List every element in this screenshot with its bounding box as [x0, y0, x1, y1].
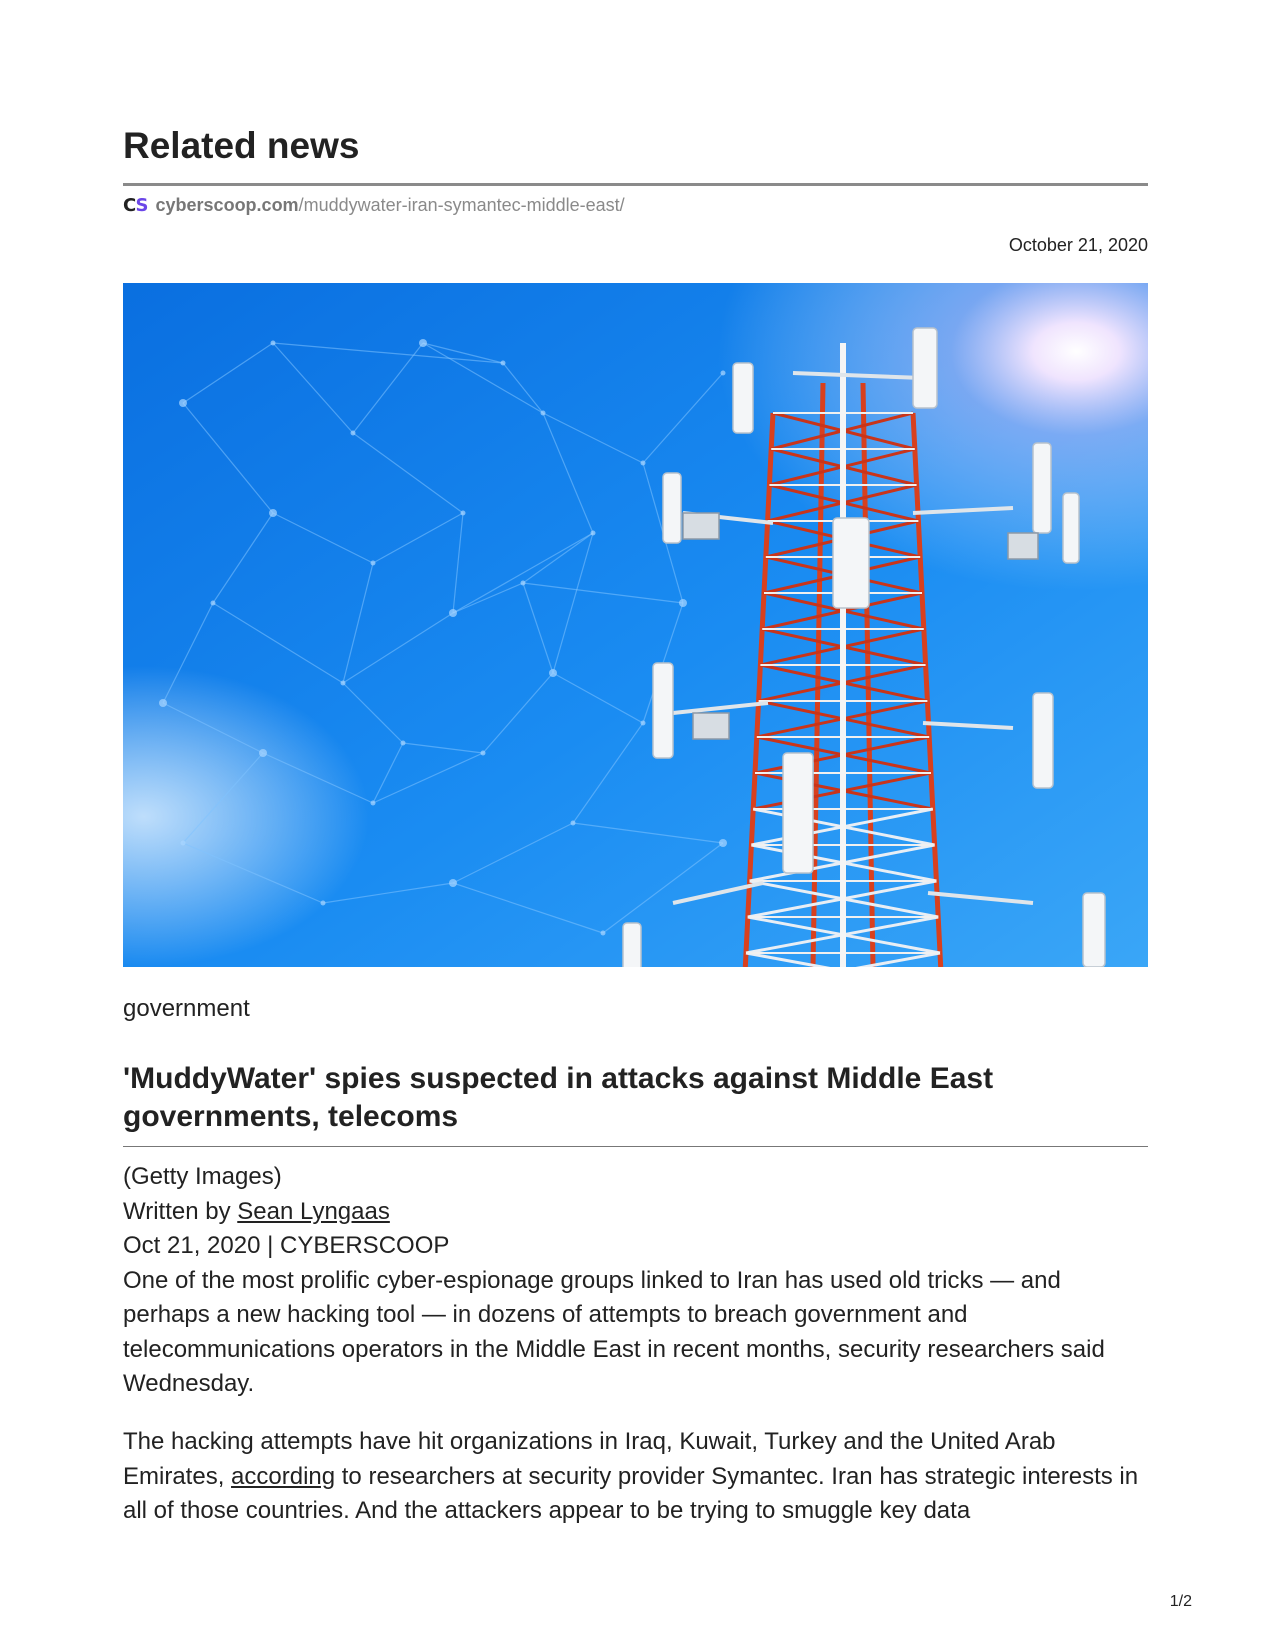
byline: [123, 1195, 1148, 1230]
author-link[interactable]: Sean Lyngaas: [237, 1197, 390, 1225]
paragraph-1: One of the most prolific cyber-espionage groups linked to Iran has used old tricks — and perhaps a new hacking tool — in dozens of attempts to breach government and telecommunications operators in the Middle East in recent months, security researchers said Wednesday.: [123, 1266, 1105, 1397]
according-link[interactable]: according: [231, 1462, 336, 1490]
article-title: 'MuddyWater' spies suspected in attacks against Middle East governments, telecoms: [123, 1062, 994, 1133]
source-domain: cyberscoop.com: [155, 195, 299, 215]
cyberscoop-logo-icon: CS: [123, 195, 148, 216]
title-divider: [123, 1146, 1148, 1147]
article-meta: [123, 1160, 1148, 1402]
published-date: October 21, 2020: [1008, 235, 1148, 255]
paragraph-2: The hacking attempts have hit organizations in Iraq, Kuwait, Turkey and the United Arab Emirates, according to researchers at security provider Symantec. Iran has strategic interests in all of those countries. And the attackers appear to be trying to smuggle key data: [123, 1428, 1139, 1524]
heading-divider: [123, 183, 1148, 186]
section-heading: Related news: [123, 125, 360, 166]
dateline: Oct 21, 2020 | CYBERSCOOP: [123, 1232, 450, 1259]
hero-image: [123, 283, 1148, 967]
category-label: government: [123, 995, 250, 1022]
source-path: /muddywater-iran-symantec-middle-east/: [298, 195, 625, 215]
source-line: [123, 195, 625, 216]
page-number: 1/2: [1169, 1593, 1192, 1610]
image-credit: (Getty Images): [123, 1163, 282, 1190]
byline-prefix: Written by: [123, 1197, 238, 1225]
